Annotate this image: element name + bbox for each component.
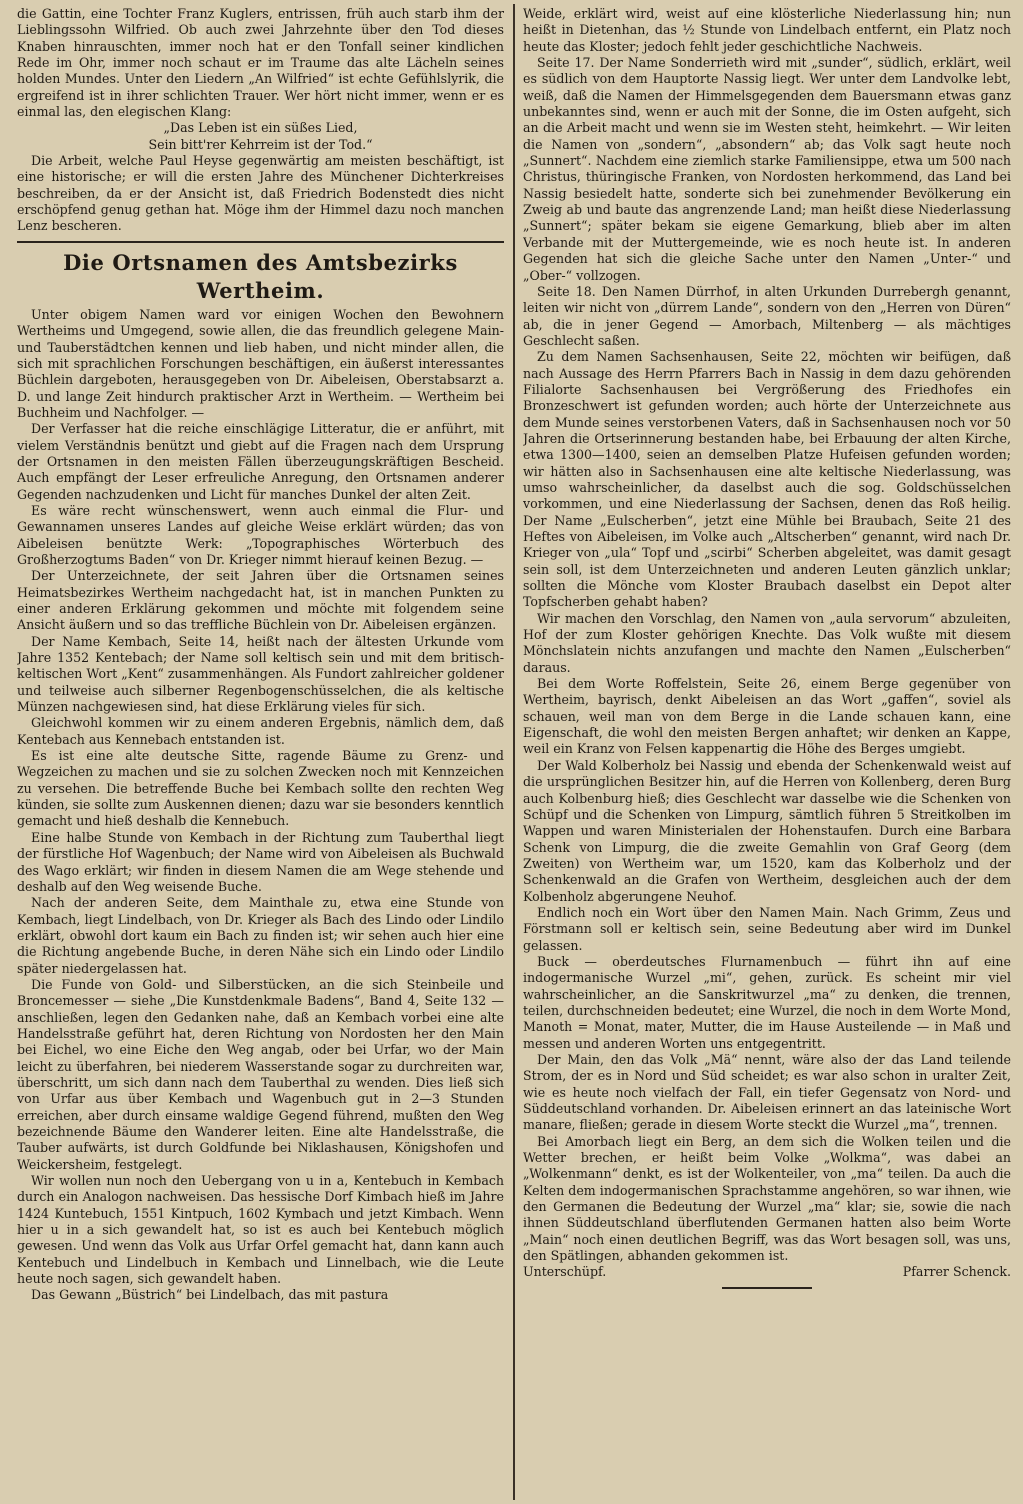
- right-column: [523, 6, 1011, 1500]
- verse-line-2: Sein bitt'rer Kehrreim ist der Tod.“: [148, 136, 373, 152]
- article-paragraph-21: Buck — oberdeutsches Flurnamenbuch — führt ihn auf eine indogermanische Wurzel „mi“, gehen, zurück. Es scheint mir viel wahrscheinlicher, an die Sanskritwurzel „ma“ zu denken, die trennen, teilen, durchschneiden bedeutet; eine Wurzel, die noch in dem Worte Mond, Manoth = Monat, mater, Mutter, die im Hause Austeilende — in Maß und messen und anderen Worten uns entgegentritt.: [523, 953, 1011, 1051]
- article-paragraph-5: Der Name Kembach, Seite 14, heißt nach der ältesten Urkunde vom Jahre 1352 Kentebach; der Name soll keltisch sein und mit dem britisch-keltischen Wort „Kent“ zusammenhängen. Als Fundort zahlreicher goldener und teilweise auch silberner Regenbogenschüsselchen, die als keltische Münzen nachgewiesen sind, hat diese Erklärung vieles für sich.: [17, 633, 504, 715]
- article-paragraph-6: Gleichwohl kommen wir zu einem anderen Ergebnis, nämlich dem, daß Kentebach aus Kennebach entstanden ist.: [17, 715, 504, 747]
- author-signature: Pfarrer Schenck.: [902, 1264, 1011, 1280]
- article-paragraph-1: Unter obigem Namen ward vor einigen Wochen den Bewohnern Wertheims und Umgegend, sowie allen, die das freundlich gelegene Main- und Tauberstädtchen kennen und lieb haben, und nicht minder allen, die sich mit sprachlichen Forschungen beschäftigen, ein äußerst interessantes Büchlein dargeboten, herausgegeben von Dr. Aibeleisen, Oberstabsarzt a. D. und lange Zeit hindurch praktischer Arzt in Wertheim. — Wertheim bei Buchheim und Nachfolger. —: [17, 306, 504, 420]
- article-paragraph-9: Nach der anderen Seite, dem Mainthale zu, etwa eine Stunde von Kembach, liegt Lindelbach, von Dr. Krieger als Bach des Lindo oder Lindilo erklärt, obwohl dort kaum ein Bach zu finden ist; wir sehen auch hier eine die Richtung angebende Buche, in deren Nähe sich ein Lindo oder Lindilo später niedergelassen hat.: [17, 895, 504, 976]
- article-title: Die Ortsnamen des Amtsbezirks Wertheim.: [63, 249, 458, 303]
- intro-paragraph: die Gattin, eine Tochter Franz Kuglers, entrissen, früh auch starb ihm der Lieblingssohn Wilfried. Ob auch zwei Jahrzehnte über den Tod dieses Knaben hinrauschten, immer noch hat er den Tonfall seiner kindlichen Rede im Ohr, immer noch schaut er im Traume das alte Lächeln seines holden Mundes. Unter den Liedern „An Wilfried“ ist echte Gefühlslyrik, die ergreifend ist in ihrer schlichten Trauer. Wer hört nicht immer, wenn er es einmal las, den elegischen Klang:: [17, 6, 504, 120]
- article-paragraph-16: Zu dem Namen Sachsenhausen, Seite 22, möchten wir beifügen, daß nach Aussage des Herrn Pfarrers Bach in Nassig in dem dazu gehörenden Filialorte Sachsenhausen bei Vergrößerung des Friedhofes ein Bronzeschwert ist gefunden worden; auch hörte der Unterzeichnete aus dem Munde seines verstorbenen Vaters, daß in Sachsenhausen noch vor 50 Jahren die Ortserinnerung bestanden habe, bei Erbauung der alten Kirche, etwa 1300—1400, seien an demselben Platze Hufeisen gefunden worden; wir hätten also in Sachsenhausen eine alte keltische Niederlassung, was umso wahrscheinlicher, da daselbst auch die sog. Goldschüsselchen vorkommen, und eine Niederlassung der Sachsen, denen das Roß heilig. Der Name „Eulscherben“, jetzt eine Mühle bei Braubach, Seite 21 des Heftes von Aibeleisen, im Volke auch „Altscherben“ genannt, wird nach Dr. Krieger von „ula“ Topf und „scirbi“ Scherben abgeleitet, was damit gesagt sein soll, ist dem Unterzeichneten und anderen Leuten gänzlich unklar; sollten die Mönche vom Kloster Braubach daselbst ein Depot alter Topfscherben gehabt haben?: [523, 349, 1011, 610]
- article-paragraph-23: Bei Amorbach liegt ein Berg, an dem sich die Wolken teilen und die Wetter brechen, er heißt beim Volke „Wolkma“, was dabei an „Wolkenmann“ denkt, es ist der Wolkenteiler, von „ma“ teilen. Da auch die Kelten dem indogermanischen Sprachstamme angehören, so war ihnen, wie den Germanen die Bedeutung der Wurzel „ma“ klar; sie, sowie die nach ihnen Süddeutschland überflutenden Germanen hatten also beim Worte „Main“ noch einen deutlichen Begriff, was das Wort besagen soll, was uns, den Spätlingen, abhanden gekommen ist.: [523, 1133, 1011, 1264]
- section-divider: [17, 241, 504, 243]
- article-paragraph-7: Es ist eine alte deutsche Sitte, ragende Bäume zu Grenz- und Wegzeichen zu machen und sie zu solchen Zwecken noch mit Kennzeichen zu versehen. Die betreffende Buche bei Kembach sollte den rechten Weg künden, sie sollte zum Auskennen dienen; dazu war sie besonders kenntlich gemacht und hieß deshalb die Kennebuch.: [17, 748, 504, 829]
- article-paragraph-4: Der Unterzeichnete, der seit Jahren über die Ortsnamen seines Heimatsbezirkes Wertheim nachgedacht hat, ist in manchen Punkten zu einer anderen Erklärung gekommen und möchte mit folgendem seine Ansicht äußern und so das treffliche Büchlein von Dr. Aibeleisen ergänzen.: [17, 568, 504, 633]
- article-paragraph-20: Endlich noch ein Wort über den Namen Main. Nach Grimm, Zeus und Förstmann soll er keltisch sein, seine Bedeutung aber wird im Dunkel gelassen.: [523, 904, 1011, 953]
- article-paragraph-19: Der Wald Kolberholz bei Nassig und ebenda der Schenkenwald weist auf die ursprünglichen Besitzer hin, auf die Herren von Kollenberg, deren Burg auch Kolbenburg hieß; dies Geschlecht war dasselbe wie die Schenken von Schüpf und die Schenken von Limpurg, sämtlich führen 5 Streitkolben im Wappen und waren Ministerialen der Hohenstaufen. Durch eine Barbara Schenk von Limpurg, die die zweite Gemahlin von Graf Georg (dem Zweiten) von Wertheim war, um 1520, kam das Kolberholz und der Schenkenwald an die Grafen von Wertheim, desgleichen auch der dem Kolbenholz abgerungene Neuhof.: [523, 757, 1011, 904]
- article-paragraph-15: Seite 18. Den Namen Dürrhof, in alten Urkunden Durrebergh genannt, leiten wir nicht von „dürrem Lande“, sondern von den „Herren von Düren“ ab, die in jener Gegend — Amorbach, Miltenberg — als mächtiges Geschlecht saßen.: [523, 283, 1011, 348]
- end-rule: [722, 1287, 812, 1289]
- article-paragraph-18: Bei dem Worte Roffelstein, Seite 26, einem Berge gegenüber von Wertheim, bayrisch, denkt Aibeleisen an das Wort „gaffen“, soviel als schauen, weil man von dem Berge in die Lande schauen kann, eine Eigenschaft, die wohl den meisten Bergen anhaftet; wir denken an Kappe, weil ein Kranz von Felsen kappenartig die Höhe des Berges umgiebt.: [523, 676, 1011, 757]
- article-paragraph-14: Seite 17. Der Name Sonderrieth wird mit „sunder“, südlich, erklärt, weil es südlich von dem Hauptorte Nassig liegt. Wer unter dem Landvolke lebt, weiß, daß die Namen der Himmelsgegenden dem Bauersmann etwas ganz unbekanntes sind, wenn er auch mit der Sonne, die im Osten aufgeht, sich an die Arbeit macht und wenn sie im Westen steht, heimkehrt. — Wir leiten die Namen von „sondern“, „absondern“ ab; das Volk sagt heute noch „Sunnert“. Nachdem eine ziemlich starke Familiensippe, etwa um 500 nach Christus, thüringische Franken, von Nordosten herkommend, das Land bei Nassig besiedelt hatte, sonderte sich bei zunehmender Bevölkerung ein Zweig ab und baute das angrenzende Land; man heißt diese Niederlassung „Sunnert“; später bekam sie eigene Gemarkung, blieb aber im alten Verbande mit der Muttergemeinde, wie es noch heute ist. In anderen Gegenden hat sich die gleiche Sache unter den Namen „Unter-“ und „Ober-“ vollzogen.: [523, 55, 1011, 283]
- article-paragraph-13: Weide, erklärt wird, weist auf eine klösterliche Niederlassung hin; nun heißt in Dietenhan, das ½ Stunde von Lindelbach entfernt, ein Platz noch heute das Kloster; jedoch fehlt jeder geschichtliche Nachweis.: [523, 6, 1011, 54]
- signature-line: [523, 1264, 1011, 1280]
- article-paragraph-8: Eine halbe Stunde von Kembach in der Richtung zum Tauberthal liegt der fürstliche Hof Wagenbuch; der Name wird von Aibeleisen als Buchwald des Wago erklärt; wir finden in diesem Namen die am Wege stehende und deshalb auf den Weg weisende Buche.: [17, 829, 504, 894]
- place-name: Unterschüpf.: [523, 1264, 607, 1280]
- article-paragraph-3: Es wäre recht wünschenswert, wenn auch einmal die Flur- und Gewannamen unseres Landes auf gleiche Weise erklärt würden; das von Aibeleisen benützte Werk: „Topographisches Wörterbuch des Großherzogtums Baden“ von Dr. Krieger nimmt hierauf keinen Bezug. —: [17, 502, 504, 567]
- article-paragraph-22: Der Main, den das Volk „Mä“ nennt, wäre also der das Land teilende Strom, der es in Nord und Süd scheidet; es war also schon in uralter Zeit, wie es heute noch vielfach der Fall, ein tiefer Gegensatz von Nord- und Süddeutschland vorhanden. Dr. Aibeleisen erinnert an das lateinische Wort manare, fließen; gerade in diesem Worte steckt die Wurzel „ma“, trennen.: [523, 1052, 1011, 1133]
- article-paragraph-17: Wir machen den Vorschlag, den Namen von „aula servorum“ abzuleiten, Hof der zum Kloster gehörigen Knechte. Das Volk wußte mit diesem Mönchslatein nichts anzufangen und machte den Namen „Eulscherben“ daraus.: [523, 610, 1011, 675]
- article-paragraph-10: Die Funde von Gold- und Silberstücken, an die sich Steinbeile und Broncemesser — siehe „Die Kunstdenkmale Badens“, Band 4, Seite 132 — anschließen, legen den Gedanken nahe, daß an Kembach vorbei eine alte Handelsstraße geführt hat, deren Richtung von Nordosten her den Main bei Eichel, wo eine Eiche den Weg angab, oder bei Urfar, wo der Main leicht zu überfahren, bei niederem Wasserstande sogar zu durchreiten war, überschritt, um sich dann nach dem Tauberthal zu wenden. Dies ließ sich von Urfar aus über Kembach und Wagenbuch gut in 2—3 Stunden erreichen, aber durch einsame waldige Gegend führend, mußten den Weg bezeichnende Bäume den Wanderer leiten. Eine alte Handelsstraße, die Tauber aufwärts, ist durch Goldfunde bei Niklashausen, Königshofen und Weickersheim, festgelegt.: [17, 976, 504, 1172]
- article-paragraph-11: Wir wollen nun noch den Uebergang von u in a, Kentebuch in Kembach durch ein Analogon nachweisen. Das hessische Dorf Kimbach hieß im Jahre 1424 Kuntebuch, 1551 Kintpuch, 1602 Kymbach und jetzt Kimbach. Wenn hier u in a sich gewandelt hat, so ist es auch bei Kentebuch möglich gewesen. Und wenn das Volk aus Urfar Orfel gemacht hat, dann kann auch Kentebuch und Lindelbuch in Kembach und Linnelbach, wie die Leute heute noch sagen, sich gewandelt haben.: [17, 1173, 504, 1287]
- article-paragraph-2: Der Verfasser hat die reiche einschlägige Litteratur, die er anführt, mit vielem Verständnis benützt und giebt auf die Fragen nach dem Ursprung der Ortsnamen in den meisten Fällen überzeugungskräftigen Bescheid. Auch empfängt der Leser erfreuliche Anregung, den Ortsnamen anderer Gegenden nachzudenken und Licht für manches Dunkel der alten Zeit.: [17, 421, 504, 502]
- heyse-paragraph: Die Arbeit, welche Paul Heyse gegenwärtig am meisten beschäftigt, ist eine historische; er will die ersten Jahre des Münchener Dichterkreises beschreiben, da er der Ansicht ist, daß Friedrich Bodenstedt dies nicht erschöpfend genug gethan hat. Möge ihm der Himmel dazu noch manchen Lenz bescheren.: [17, 153, 504, 234]
- left-column: [17, 6, 504, 1500]
- article-paragraph-12: Das Gewann „Büstrich“ bei Lindelbach, das mit pastura: [31, 1287, 389, 1303]
- column-rule: [513, 4, 515, 1500]
- verse-line-1: „Das Leben ist ein süßes Lied,: [163, 120, 358, 136]
